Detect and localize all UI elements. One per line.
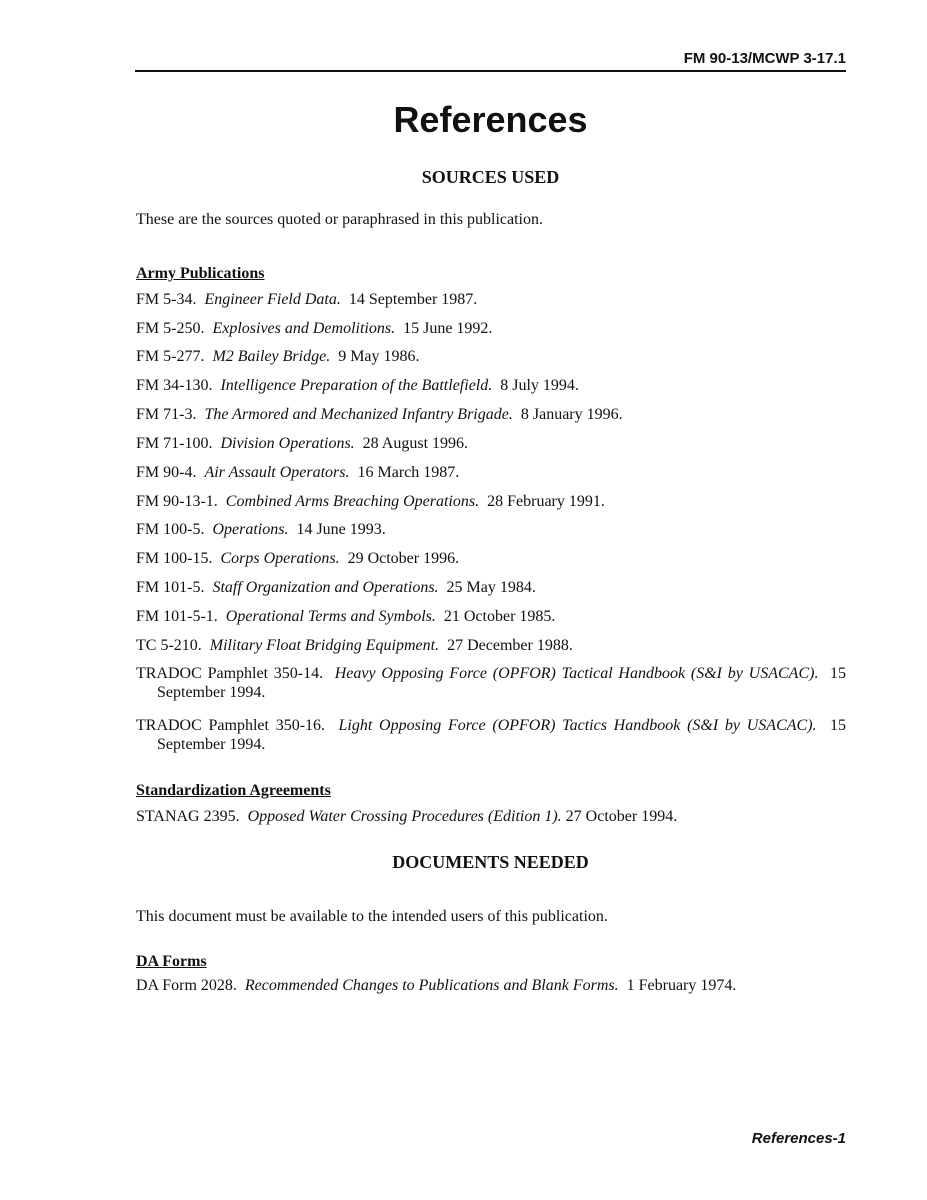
reference-item bbox=[136, 463, 846, 482]
reference-date: 15 September 1994. bbox=[157, 717, 847, 753]
reference-date: 28 August 1996. bbox=[362, 435, 469, 452]
reference-title: Recommended Changes to Publications and Blank Forms. bbox=[244, 977, 619, 994]
reference-title: Explosives and Demolitions. bbox=[212, 320, 396, 337]
reference-id: FM 5-34. bbox=[136, 291, 197, 308]
subheading-da-forms: DA Forms bbox=[136, 953, 207, 970]
reference-title: The Armored and Mechanized Infantry Brigade. bbox=[204, 406, 513, 423]
reference-date: 27 December 1988. bbox=[447, 637, 573, 654]
header-rule bbox=[135, 70, 846, 72]
reference-item bbox=[136, 664, 846, 702]
reference-date: 28 February 1991. bbox=[487, 493, 605, 510]
reference-date: 14 September 1987. bbox=[348, 291, 478, 308]
reference-id: FM 100-15. bbox=[136, 550, 213, 567]
reference-title: Intelligence Preparation of the Battlefield. bbox=[220, 377, 493, 394]
reference-item bbox=[136, 376, 846, 395]
reference-id: STANAG 2395. bbox=[136, 808, 240, 825]
running-header: FM 90-13/MCWP 3-17.1 bbox=[683, 50, 846, 67]
reference-date: 15 September 1994. bbox=[157, 665, 847, 701]
reference-id: FM 101-5. bbox=[136, 579, 205, 596]
reference-id: FM 5-277. bbox=[136, 348, 205, 365]
reference-date: 14 June 1993. bbox=[296, 521, 386, 538]
section-heading-documents-needed: DOCUMENTS NEEDED bbox=[392, 852, 589, 872]
reference-title: Operational Terms and Symbols. bbox=[225, 608, 436, 625]
section-heading-sources-used: SOURCES USED bbox=[421, 167, 560, 187]
reference-title: Air Assault Operators. bbox=[204, 464, 350, 481]
reference-date: 1 February 1974. bbox=[626, 977, 737, 994]
reference-id: TC 5-210. bbox=[136, 637, 202, 654]
reference-date: 8 January 1996. bbox=[520, 406, 623, 423]
reference-title: Opposed Water Crossing Procedures (Edition 1). bbox=[247, 808, 562, 825]
reference-item bbox=[136, 492, 846, 511]
reference-id: TRADOC Pamphlet 350-16. bbox=[136, 717, 326, 734]
reference-id: FM 90-13-1. bbox=[136, 493, 218, 510]
documents-needed-intro: This document must be available to the intended users of this publication. bbox=[136, 908, 608, 925]
reference-item bbox=[136, 607, 846, 626]
reference-date: 8 July 1994. bbox=[500, 377, 579, 394]
reference-date: 27 October 1994. bbox=[565, 808, 678, 825]
reference-id: FM 71-3. bbox=[136, 406, 197, 423]
reference-date: 25 May 1984. bbox=[446, 579, 536, 596]
reference-title: Military Float Bridging Equipment. bbox=[209, 637, 440, 654]
reference-title: Combined Arms Breaching Operations. bbox=[225, 493, 480, 510]
reference-item bbox=[136, 578, 846, 597]
reference-item bbox=[136, 716, 846, 754]
reference-date: 16 March 1987. bbox=[357, 464, 460, 481]
reference-title: Division Operations. bbox=[220, 435, 355, 452]
subheading-army-publications: Army Publications bbox=[136, 265, 265, 282]
sources-used-intro: These are the sources quoted or paraphrased in this publication. bbox=[136, 211, 543, 228]
reference-item bbox=[136, 405, 846, 424]
reference-item bbox=[136, 319, 846, 338]
reference-id: DA Form 2028. bbox=[136, 977, 237, 994]
reference-date: 15 June 1992. bbox=[403, 320, 493, 337]
reference-date: 29 October 1996. bbox=[347, 550, 460, 567]
reference-title: M2 Bailey Bridge. bbox=[212, 348, 331, 365]
page-title: References bbox=[393, 99, 588, 140]
reference-date: 21 October 1985. bbox=[443, 608, 556, 625]
reference-title: Corps Operations. bbox=[220, 550, 340, 567]
subheading-standardization-agreements: Standardization Agreements bbox=[136, 782, 331, 799]
reference-id: FM 101-5-1. bbox=[136, 608, 218, 625]
reference-item bbox=[136, 976, 846, 995]
reference-id: FM 100-5. bbox=[136, 521, 205, 538]
running-footer-page-label: References-1 bbox=[751, 1130, 846, 1147]
reference-title: Operations. bbox=[212, 521, 289, 538]
reference-item bbox=[136, 807, 846, 826]
reference-date: 9 May 1986. bbox=[338, 348, 420, 365]
reference-item bbox=[136, 549, 846, 568]
reference-title: Light Opposing Force (OPFOR) Tactics Handbook (S&I by USACAC). bbox=[338, 717, 817, 734]
reference-item bbox=[136, 636, 846, 655]
reference-id: FM 71-100. bbox=[136, 435, 213, 452]
reference-item bbox=[136, 347, 846, 366]
reference-title: Heavy Opposing Force (OPFOR) Tactical Handbook (S&I by USACAC). bbox=[334, 665, 819, 682]
reference-item bbox=[136, 520, 846, 539]
reference-item bbox=[136, 434, 846, 453]
reference-id: FM 34-130. bbox=[136, 377, 213, 394]
reference-id: FM 90-4. bbox=[136, 464, 197, 481]
reference-title: Staff Organization and Operations. bbox=[212, 579, 439, 596]
reference-item bbox=[136, 290, 846, 309]
reference-id: TRADOC Pamphlet 350-14. bbox=[136, 665, 324, 682]
reference-id: FM 5-250. bbox=[136, 320, 205, 337]
reference-title: Engineer Field Data. bbox=[204, 291, 341, 308]
